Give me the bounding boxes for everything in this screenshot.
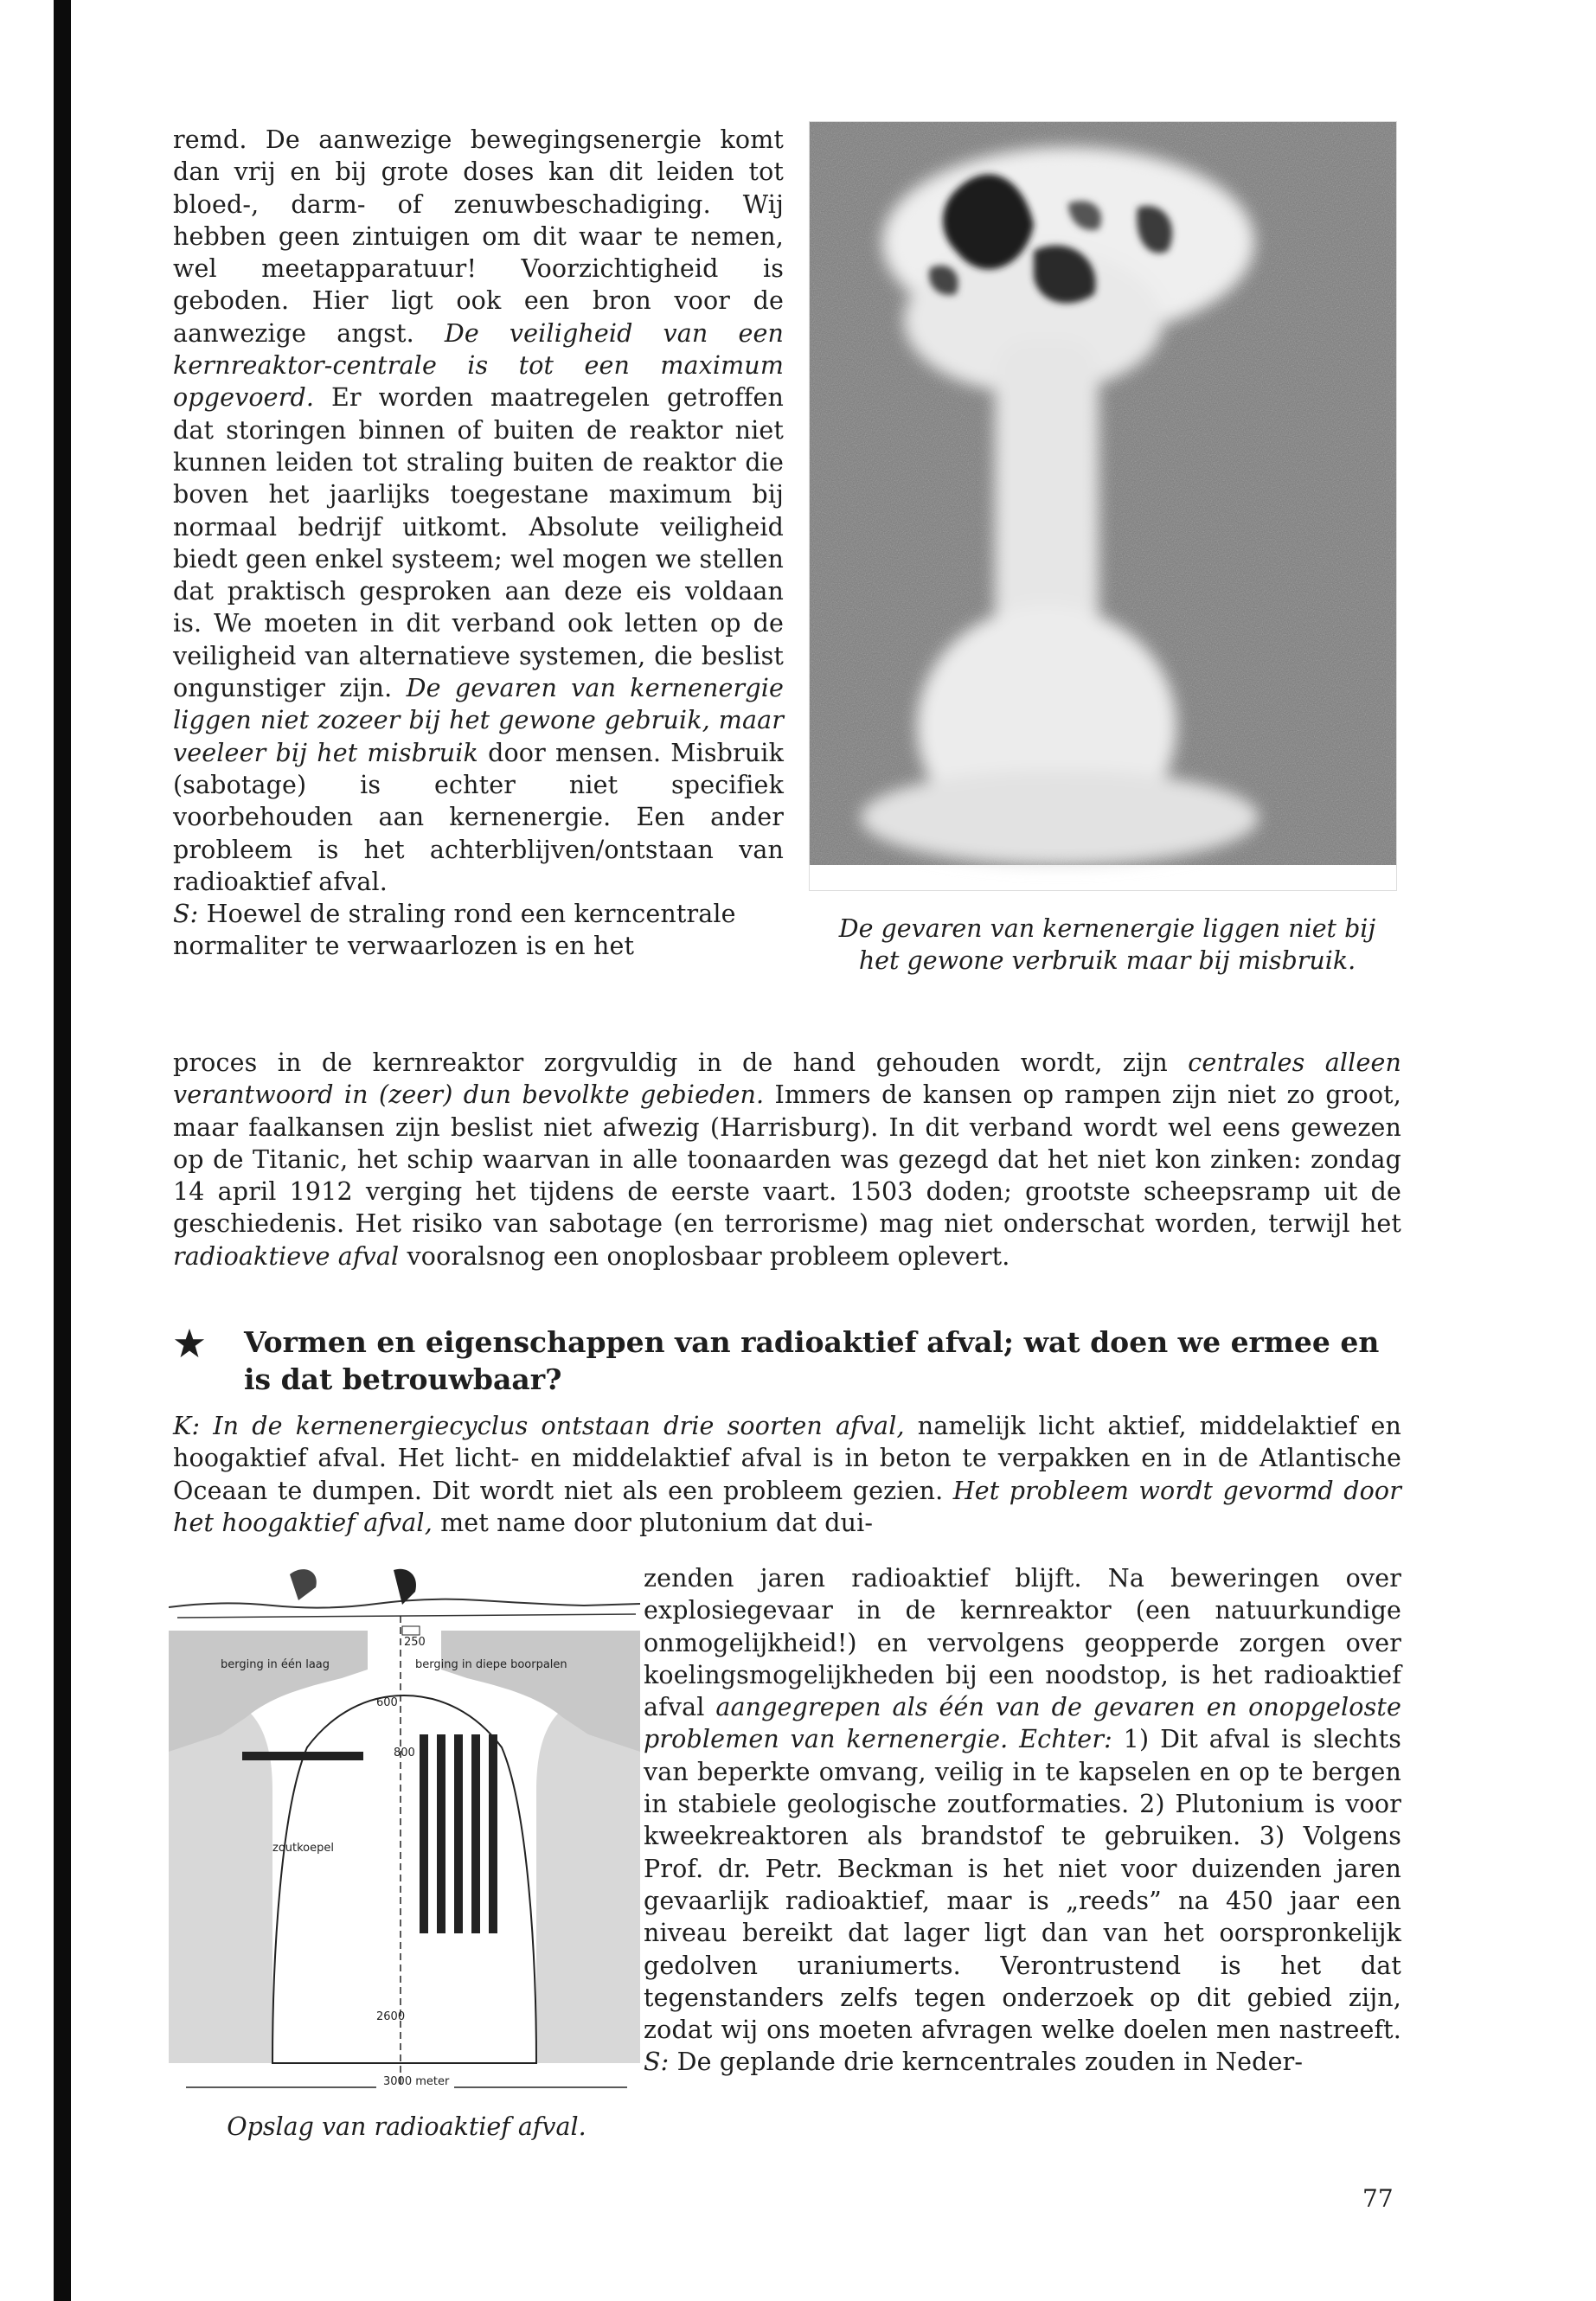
text-segment: centrales alleen verantwoord in (zeer) dun bevolkte gebieden.	[173, 1048, 1401, 1110]
text-segment: De geplande drie kerncentrales zouden in Neder-	[669, 2048, 1304, 2077]
text-segment: K: In de kernenergiecyclus ontstaan drie soorten afval,	[173, 1412, 905, 1440]
depth-label-3: 800	[394, 1747, 415, 1759]
paragraph-plutonium	[644, 1562, 1401, 2079]
text-segment: 1) Dit afval is slechts van beperkte omvang, veilig in te kapselen en op te bergen in stabiele geologische zoutformaties. 2) Plutonium is voor kweekreaktoren als brandstof te gebruiken. 3) Volgens Prof. dr. Petr. Beckman is het niet voor duizenden jaren gevaarlijk radioaktief, maar is „reeds” na 450 jaar een niveau bereikt dat lager ligt dan van het oorspronkelijk gedolven uraniumerts. Verontrustend is het dat tegenstanders zelfs tegen onderzoek op dit gebied zijn, zodat wij ons moeten afvragen welke doelen men nastreeft.	[644, 1725, 1402, 2045]
text-segment: door mensen. Misbruik (sabotage) is echter niet specifiek voorbehouden aan kernenergie. Een ander probleem is het achterblijven/ontstaan van radioaktief afval.	[173, 738, 784, 896]
text-segment: met name door plutonium dat dui-	[432, 1508, 874, 1537]
page-spine-shadow	[54, 0, 71, 2301]
text-segment: De gevaren van kernenergie liggen niet zozeer bij het gewone gebruik, maar veeleer bij het misbruik	[173, 674, 784, 767]
text-segment: aangegrepen als één van de gevaren en onopgeloste problemen van kernenergie. Echter:	[644, 1693, 1401, 1754]
top-left-column	[173, 124, 784, 963]
text-segment: proces in de kernreaktor zorgvuldig in de hand gehouden wordt, zijn	[173, 1048, 1189, 1077]
storage-diagram-svg	[169, 1566, 640, 2102]
text-segment: remd. De aanwezige bewegingsenergie komt dan vrij en bij grote doses kan dit leiden tot bloed-, darm- of zenuwbeschadiging. Wij hebben geen zintuigen om dit waar te nemen, wel meetapparatuur! Voorzichtigheid is geboden. Hier ligt ook een bron voor de aanwezige angst.	[173, 125, 784, 348]
text-segment: S:	[644, 2048, 670, 2077]
paragraph-s-start	[173, 898, 784, 963]
text-segment: namelijk licht aktief, middelaktief en hoogaktief afval. Het licht- en middelaktief afval is in beton te verpakken en in de Atlantische Oceaan te dumpen. Dit wordt niet als een probleem gezien.	[173, 1412, 1401, 1505]
label-salt-dome: zoutkoepel	[272, 1842, 334, 1855]
bottom-right-column	[644, 1562, 1401, 2079]
label-shallow-storage: berging in één laag	[221, 1658, 330, 1671]
diagram-caption: Opslag van radioaktief afval.	[227, 2112, 586, 2141]
waste-storage-diagram	[169, 1566, 640, 2102]
text-segment: radioaktieve afval	[173, 1241, 400, 1271]
depth-label-4: 2600	[376, 2010, 406, 2023]
label-deep-storage: berging in diepe boorpalen	[415, 1658, 567, 1671]
text-segment: Hoewel de straling rond een kerncentrale normaliter te verwaarlozen is en het	[173, 900, 736, 961]
paragraph-centrales	[173, 1047, 1401, 1272]
mushroom-cloud-photo	[809, 121, 1397, 891]
section-heading	[173, 1324, 1410, 1398]
depth-label-5: 3000 meter	[383, 2075, 450, 2088]
paragraph-k-intro	[173, 1410, 1401, 1539]
text-segment: S:	[173, 900, 199, 929]
star-icon	[173, 1327, 206, 1360]
section-heading-text: Vormen en eigenschappen van radioaktief afval; wat doen we ermee en is dat betrouwbaar?	[244, 1325, 1380, 1396]
text-segment: vooralsnog een onoplosbaar probleem oplevert.	[399, 1241, 1010, 1271]
text-segment: Immers de kansen op rampen zijn niet zo groot, maar faalkansen zijn beslist niet afwezig (Harrisburg). In dit verband wordt wel eens gewezen op de Titanic, het schip waarvan in alle toonaarden was gezegd dat het niet kon zinken: zondag 14 april 1912 verging het tijdens de eerste vaart. 1503 doden; grootste scheepsramp uit de geschiedenis. Het risiko van sabotage (en terrorisme) mag niet onderschat worden, terwijl het	[173, 1080, 1401, 1239]
depth-label-2: 600	[376, 1696, 398, 1709]
k-paragraph	[173, 1410, 1401, 1539]
depth-label-1: 250	[404, 1636, 426, 1649]
paragraph-radiation-safety	[173, 124, 784, 898]
photo-caption: De gevaren van kernenergie liggen niet bij het gewone verbruik maar bij misbruik.	[838, 914, 1376, 976]
full-width-paragraph-1	[173, 1047, 1401, 1272]
page-number: 77	[1362, 2184, 1394, 2213]
text-segment: zenden jaren radioaktief blijft. Na beweringen over explosiegevaar in de kernreaktor (een natuurkundige onmogelijkheid!) en vervolgens geopperde zorgen over koelingsmogelijkheden bij een noodstop, is het radioaktief afval	[644, 1564, 1401, 1722]
text-segment: De veiligheid van een kernreaktor-centrale is tot een maximum opgevoerd.	[173, 318, 784, 413]
text-segment: Het probleem wordt gevormd door het hoogaktief afval,	[173, 1476, 1402, 1537]
text-segment: Er worden maatregelen getroffen dat storingen binnen of buiten de reaktor niet kunnen leiden tot straling buiten de reaktor die boven het jaarlijks toegestane maximum bij normaal bedrijf uitkomt. Absolute veiligheid biedt geen enkel systeem; wel mogen we stellen dat praktisch gesproken aan deze eis voldaan is. We moeten in dit verband ook letten op de veiligheid van alternatieve systemen, die beslist ongunstiger zijn.	[173, 383, 784, 703]
mushroom-cloud-image	[809, 121, 1397, 891]
